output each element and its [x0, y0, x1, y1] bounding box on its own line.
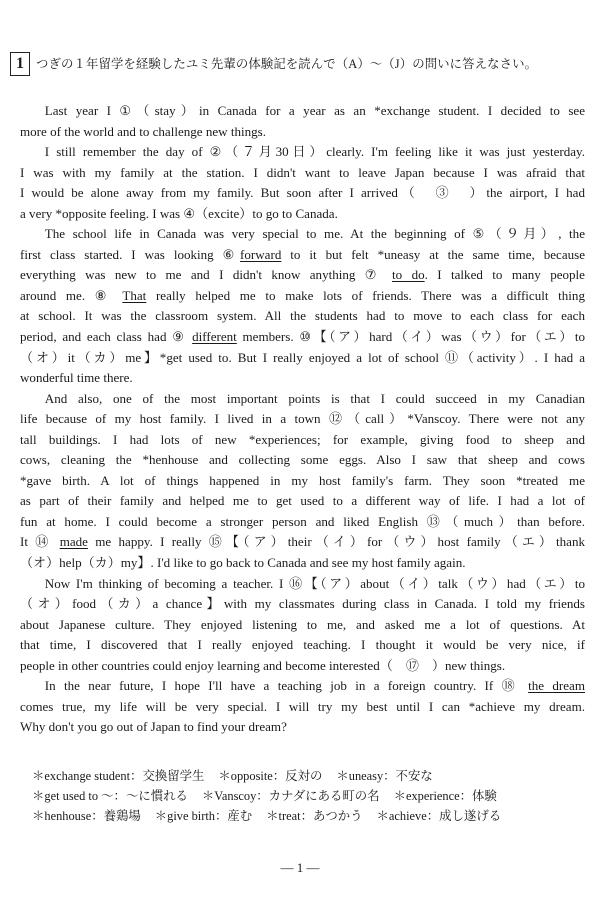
text-run: In the near future, I hope I'll have a teaching job in a foreign country. If ⑱: [44, 678, 529, 694]
glossary-item: ＊exchange student：交換留学生: [32, 769, 205, 783]
question-instruction: つぎの１年留学を経験したユミ先輩の体験記を読んで（A）～（J）の問いに答えなさい。: [36, 57, 538, 71]
text-run: Why don't you go out of Japan to find your dream?: [20, 719, 287, 735]
glossary-item: ＊henhouse：養鶏場: [32, 809, 141, 823]
essay-line: [20, 389, 585, 410]
text-run: I would be alone away from my family. But soon after I arrived（ ③ ）the airport, I had: [20, 185, 585, 201]
essay-line: [20, 163, 585, 184]
text-run: around me. ⑧: [20, 287, 123, 303]
underlined-word: That: [122, 287, 147, 303]
essay-line: [20, 409, 585, 430]
text-run: fun at home. I could become a stronger person and liked English ⑬（much）than before.: [20, 513, 585, 529]
essay-line: [20, 471, 585, 492]
text-run: about Japanese culture. They enjoyed listening to me, and asked me a lot of questions. At: [20, 616, 585, 632]
text-run: *gave birth. A lot of things happened in my host family's farm. They soon *treated me: [20, 472, 585, 488]
text-run: everything was new to me and I didn't know anything ⑦: [20, 267, 393, 283]
essay-line: [20, 142, 585, 163]
text-run: as part of their family and helped me to get used to a different way of life. I had a lot of: [20, 493, 585, 509]
text-run: （オ）it（カ）me】*get used to. But I really enjoyed a lot of school ⑪（activity）. I had a: [20, 349, 585, 365]
glossary-row: [32, 786, 592, 806]
essay-line: [20, 327, 585, 348]
text-run: that time, I discovered that I really enjoyed teaching. I thought it would be very nice, if: [20, 637, 585, 653]
essay-line: [20, 450, 585, 471]
essay-line: [20, 697, 585, 718]
text-run: a very *opposite feeling. I was ④（excite）to go to Canada.: [20, 205, 338, 221]
text-run: （オ）food（カ）a chance】with my classmates during class in Canada. I told my friends: [20, 596, 585, 612]
glossary-row: [32, 766, 592, 786]
glossary-item: ＊get used to ～：～に慣れる: [32, 789, 188, 803]
essay-body: [20, 101, 585, 738]
text-run: comes true, my life will be very special. I will try my best until I can *achieve my dream.: [20, 698, 585, 714]
glossary-item: ＊Vanscoy：カナダにある町の名: [201, 789, 380, 803]
essay-line: [20, 245, 585, 266]
essay-line: [20, 101, 585, 122]
essay-line: [20, 306, 585, 327]
text-run: . I talked to many people: [424, 267, 585, 283]
text-run: first class started. I was looking ⑥: [20, 246, 241, 262]
text-run: wonderful time there.: [20, 370, 133, 386]
text-run: I still remember the day of ②（７月30日）clearly. I'm feeling like it was just yesterday.: [44, 144, 585, 160]
essay-line: [20, 553, 585, 574]
text-run: And also, one of the most important points is that I could succeed in my Canadian: [44, 390, 585, 406]
text-run: really helped me to make lots of friends. There was a difficult thing: [146, 287, 585, 303]
essay-line: [20, 491, 585, 512]
text-run: I was with my family at the station. I didn't want to leave Japan because I was afraid that: [20, 164, 585, 180]
essay-line: [20, 122, 585, 143]
glossary-item: ＊achieve：成し遂げる: [376, 809, 502, 823]
text-run: people in other countries could enjoy learning and become interested（ ⑰ ）new things.: [20, 657, 506, 673]
essay-line: [20, 265, 585, 286]
glossary-item: ＊treat：あつかう: [266, 809, 363, 823]
essay-line: [20, 615, 585, 636]
essay-paragraph: [20, 676, 585, 738]
essay-line: [20, 368, 585, 389]
essay-line: [20, 635, 585, 656]
essay-line: [20, 348, 585, 369]
glossary: [32, 766, 592, 826]
essay-line: [20, 512, 585, 533]
glossary-item: ＊opposite：反対の: [218, 769, 323, 783]
text-run: cows, cleaning the *henhouse and collecting some eggs. Also I saw that sheep and cows: [20, 452, 585, 468]
essay-line: [20, 717, 585, 738]
underlined-word: forward: [240, 246, 282, 262]
essay-line: [20, 204, 585, 225]
essay-line: [20, 676, 585, 697]
text-run: period, and each class had ⑨: [20, 329, 193, 345]
text-run: Now I'm thinking of becoming a teacher. I ⑯【（ア）about（イ）talk（ウ）had（エ）to: [44, 575, 585, 591]
underlined-word: the dream: [528, 678, 585, 694]
essay-paragraph: [20, 142, 585, 224]
text-run: Last year I ①（stay）in Canada for a year as an *exchange student. I decided to see: [44, 103, 585, 118]
essay-line: [20, 574, 585, 595]
page-number: — 1 —: [280, 860, 320, 875]
essay-paragraph: [20, 101, 585, 142]
essay-line: [20, 430, 585, 451]
text-run: （オ）help（カ）my】. I'd like to go back to Canada and see my host family again.: [20, 555, 466, 571]
essay-line: [20, 183, 585, 204]
glossary-item: ＊uneasy：不安な: [336, 769, 433, 783]
text-run: members. ⑩【（ア）hard（イ）was（ウ）for（エ）to: [236, 329, 585, 345]
question-number-box: 1: [10, 52, 30, 76]
text-run: me happy. I really ⑮【（ア）their（イ）for（ウ）host family（エ）thank: [87, 534, 586, 550]
essay-line: [20, 656, 585, 677]
question-header: [10, 52, 595, 78]
essay-paragraph: [20, 574, 585, 677]
essay-paragraph: [20, 224, 585, 388]
text-run: tall buildings. I had lots of new *experiences; for example, giving food to sheep and: [20, 431, 585, 447]
essay-line: [20, 286, 585, 307]
glossary-item: ＊give birth：産む: [154, 809, 253, 823]
essay-line: [20, 532, 585, 553]
essay-line: [20, 594, 585, 615]
essay-paragraph: [20, 389, 585, 574]
text-run: to it but felt *uneasy at the same time, because: [281, 246, 585, 262]
underlined-word: different: [192, 329, 237, 345]
text-run: at school. It was the classroom system. All the students had to move to each class for each: [20, 308, 585, 324]
underlined-word: to do: [392, 267, 425, 283]
text-run: The school life in Canada was very special to me. At the beginning of ⑤（９月）, the: [44, 226, 585, 242]
glossary-row: [32, 806, 592, 826]
glossary-item: ＊experience：体験: [393, 789, 497, 803]
text-run: life because of my host family. I lived in a town ⑫（call）*Vanscoy. There were not any: [20, 411, 585, 427]
essay-line: [20, 224, 585, 245]
text-run: more of the world and to challenge new things.: [20, 123, 267, 139]
underlined-word: made: [59, 534, 88, 550]
text-run: It ⑭: [20, 534, 60, 550]
